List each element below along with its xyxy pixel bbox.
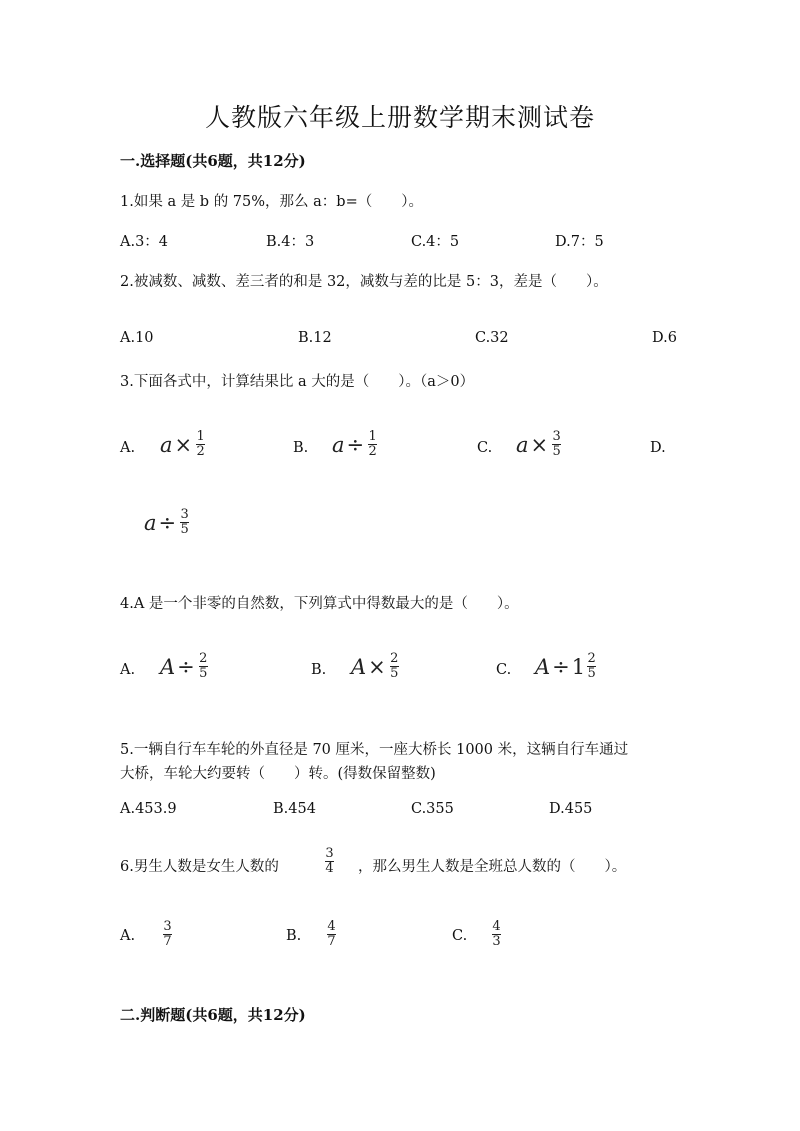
q3-option-c[interactable]: C.	[477, 440, 493, 456]
q6-option-a[interactable]: A.	[120, 928, 136, 944]
q3-option-d[interactable]: D.	[650, 440, 666, 456]
section-heading-true-false: 二.判断题(共6题，共12分)	[120, 1006, 306, 1024]
q2-option-b[interactable]: B.12	[298, 330, 332, 346]
q4-expr-b	[351, 652, 399, 681]
expr-variable: A	[351, 654, 367, 679]
fraction-numerator: 3	[163, 919, 172, 934]
q6-option-c-fraction	[492, 920, 501, 949]
expr-operator: ×	[530, 432, 549, 457]
q6-option-b-fraction	[327, 920, 336, 949]
fraction-numerator: 3	[552, 429, 561, 444]
q3-option-b[interactable]: B.	[293, 440, 309, 456]
fraction-denominator: 3	[492, 934, 501, 949]
q2-option-a[interactable]: A.10	[120, 330, 154, 346]
fraction-denominator: 5	[180, 522, 189, 537]
q3-expr-a	[160, 430, 205, 459]
q4-option-c[interactable]: C.	[496, 662, 512, 678]
question-6-text-before: 6.男生人数是女生人数的	[120, 859, 279, 875]
q1-option-b[interactable]: B.4：3	[266, 234, 315, 250]
q2-option-d[interactable]: D.6	[652, 330, 677, 346]
question-6-text-after: ，那么男生人数是全班总人数的（ ）。	[358, 859, 627, 875]
q4-option-b[interactable]: B.	[311, 662, 327, 678]
expr-operator: ÷	[346, 432, 365, 457]
q3-option-a[interactable]: A.	[120, 440, 136, 456]
fraction-numerator: 4	[492, 919, 501, 934]
fraction-denominator: 2	[368, 444, 377, 459]
fraction-denominator: 4	[325, 861, 334, 876]
question-4: 4.A 是一个非零的自然数，下列算式中得数最大的是（ ）。	[120, 596, 519, 612]
q5-option-a[interactable]: A.453.9	[120, 801, 177, 817]
expr-variable: A	[160, 654, 176, 679]
q4-expr-a	[160, 652, 208, 681]
q5-option-d[interactable]: D.455	[549, 801, 593, 817]
question-5-line-1: 5.一辆自行车车轮的外直径是 70 厘米，一座大桥长 1000 米，这辆自行车通过	[120, 742, 629, 758]
q5-option-b[interactable]: B.454	[273, 801, 316, 817]
fraction-numerator: 3	[180, 507, 189, 522]
q4-option-a[interactable]: A.	[120, 662, 136, 678]
expr-whole-number: 1	[571, 654, 586, 679]
question-3: 3.下面各式中，计算结果比 a 大的是（ ）。（a＞0）	[120, 374, 475, 390]
fraction-denominator: 7	[327, 934, 336, 949]
q6-option-b[interactable]: B.	[286, 928, 302, 944]
expr-operator: ÷	[552, 654, 570, 679]
expr-operator: ×	[368, 654, 386, 679]
fraction-numerator: 2	[587, 651, 596, 666]
expr-operator: ÷	[177, 654, 195, 679]
q6-inline-fraction	[325, 847, 334, 876]
question-1: 1.如果 a 是 b 的 75%，那么 a：b=（ ）。	[120, 194, 423, 210]
expr-variable: A	[535, 654, 551, 679]
expr-variable: a	[144, 510, 157, 535]
expr-fraction	[390, 652, 399, 681]
fraction-denominator: 5	[199, 666, 208, 681]
page-title: 人教版六年级上册数学期末测试卷	[204, 103, 595, 132]
q6-option-a-fraction	[163, 920, 172, 949]
q1-option-c[interactable]: C.4：5	[411, 234, 460, 250]
question-5-line-2: 大桥，车轮大约要转（ ）转。(得数保留整数)	[120, 766, 436, 782]
q6-option-c[interactable]: C.	[452, 928, 468, 944]
expr-operator: ÷	[158, 510, 177, 535]
fraction-denominator: 5	[390, 666, 399, 681]
fraction-numerator: 4	[327, 919, 336, 934]
fraction-numerator: 1	[368, 429, 377, 444]
q1-option-d[interactable]: D.7：5	[555, 234, 604, 250]
expr-fraction	[368, 430, 377, 459]
expr-fraction	[196, 430, 205, 459]
expr-fraction	[552, 430, 561, 459]
expr-fraction	[199, 652, 208, 681]
q4-expr-c	[535, 652, 596, 681]
q3-expr-b	[332, 430, 377, 459]
expr-fraction	[180, 508, 189, 537]
fraction-denominator: 5	[587, 666, 596, 681]
question-2: 2.被减数、减数、差三者的和是 32，减数与差的比是 5：3，差是（ ）。	[120, 274, 608, 290]
q3-expr-c	[516, 430, 561, 459]
expr-variable: a	[516, 432, 529, 457]
q5-option-c[interactable]: C.355	[411, 801, 454, 817]
fraction-denominator: 2	[196, 444, 205, 459]
q1-option-a[interactable]: A.3：4	[120, 234, 169, 250]
fraction-denominator: 5	[552, 444, 561, 459]
fraction-numerator: 1	[196, 429, 205, 444]
fraction-numerator: 3	[325, 846, 334, 861]
fraction-numerator: 2	[390, 651, 399, 666]
expr-operator: ×	[174, 432, 193, 457]
expr-fraction	[587, 652, 596, 681]
q3-expr-d	[144, 508, 189, 537]
section-heading-choice: 一.选择题(共6题，共12分)	[120, 152, 306, 170]
expr-variable: a	[160, 432, 173, 457]
fraction-numerator: 2	[199, 651, 208, 666]
q2-option-c[interactable]: C.32	[475, 330, 509, 346]
expr-variable: a	[332, 432, 345, 457]
fraction-denominator: 7	[163, 934, 172, 949]
